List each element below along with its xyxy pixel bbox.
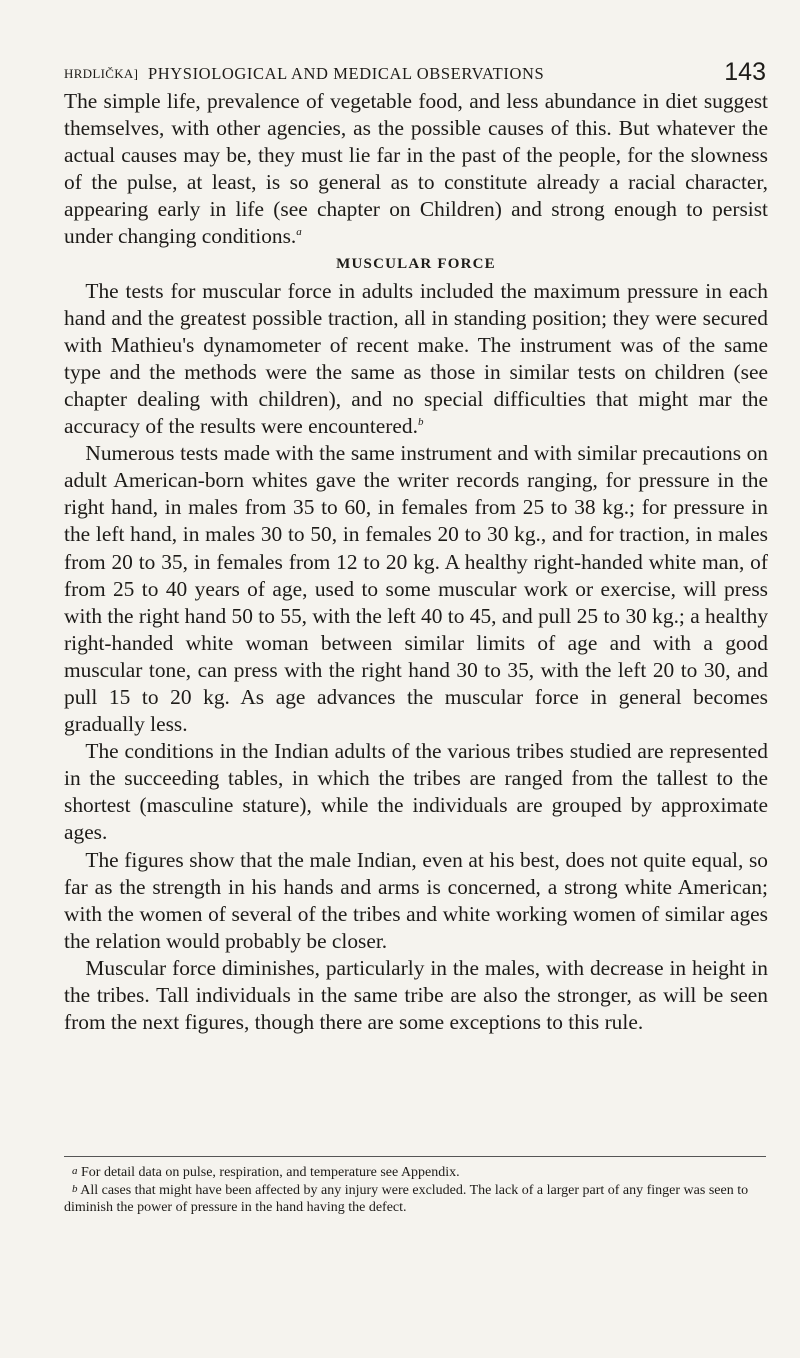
footnote-ref: b — [417, 415, 424, 428]
footnote — [64, 1181, 768, 1216]
footnote-ref: a — [296, 226, 302, 239]
paragraph — [64, 278, 768, 441]
footnote-text: For detail data on pulse, respiration, and temperature see Appendix. — [81, 1165, 460, 1180]
body-text — [64, 88, 768, 1036]
paragraph-text: Numerous tests made with the same instrument and with similar precautions on adult American-born whites gave the writer records ranging, for pressure in the right hand, in males from 35 to 60, in females from 25 to 38 kg.; for pressure in the left hand, in males 30 to 50, in females 20 to 30 kg., and for traction, in males from 20 to 35, in females from 12 to 20 kg. A healthy right-handed white man, of from 25 to 40 years of age, used to some muscular work or exercise, will press with the right hand 50 to 55, with the left 40 to 45, and pull 25 to 30 kg.; a healthy right-handed white woman between similar limits of age and with a good muscular tone, can press with the right hand 30 to 35, with the left 20 to 30, and pull 15 to 20 kg. As age advances the muscular force in general becomes gradually less. — [64, 441, 769, 737]
paragraph-text: The conditions in the Indian adults of the various tribes studied are represented in the succeeding tables, in which the tribes are ranged from the tallest to the shortest (masculine stature), while the individuals are grouped by approximate ages. — [64, 739, 768, 845]
header-author: HRDLIČKA] — [64, 66, 139, 81]
paragraph — [64, 738, 768, 846]
footnotes — [64, 1163, 768, 1216]
footnote-mark: b — [72, 1183, 78, 1195]
paragraph-text: Muscular force diminishes, particularly in the males, with decrease in height in the tribes. Tall individuals in the same tribe are also the stronger, as will be seen from the next figures, though there are some exceptions to this rule. — [64, 955, 768, 1035]
footnote — [64, 1163, 768, 1181]
section-heading: MUSCULAR FORCE — [336, 255, 496, 272]
paragraph-text: The figures show that the male Indian, even at his best, does not quite equal, so far as the strength in his hands and arms is concerned, a strong white American; with the women of several of the tribes and white working women of similar ages the relation would probably be closer. — [64, 847, 768, 953]
paragraph — [64, 88, 768, 251]
footnote-divider — [64, 1156, 766, 1157]
paragraph — [64, 955, 768, 1036]
footnote-text: All cases that might have been affected by any injury were excluded. The lack of a larger part of any finger was seen to diminish the power of pressure in the hand having the defect. — [64, 1183, 749, 1215]
paragraph-text: The simple life, prevalence of vegetable food, and less abundance in diet suggest themselves, with other agencies, as the possible causes of this. But whatever the actual causes may be, they must lie far in the past of the people, for the slowness of the pulse, at least, is so general as to constitute already a racial character, appearing early in life (see chapter on Children) and strong enough to persist under changing conditions. — [64, 89, 768, 249]
paragraph — [64, 847, 768, 955]
paragraph — [64, 440, 768, 738]
footnote-mark: a — [72, 1165, 78, 1177]
paragraph-text: The tests for muscular force in adults included the maximum pressure in each hand and the greatest possible traction, all in standing position; they were secured with Mathieu's dynamometer of recent make. The instrument was of the same type and the methods were the same as those in similar tests on children (see chapter dealing with children), and no special difficulties that might mar the accuracy of the results were encountered. — [64, 278, 768, 439]
header-title: PHYSIOLOGICAL AND MEDICAL OBSERVATIONS — [148, 64, 545, 83]
page-number: 143 — [724, 58, 766, 86]
